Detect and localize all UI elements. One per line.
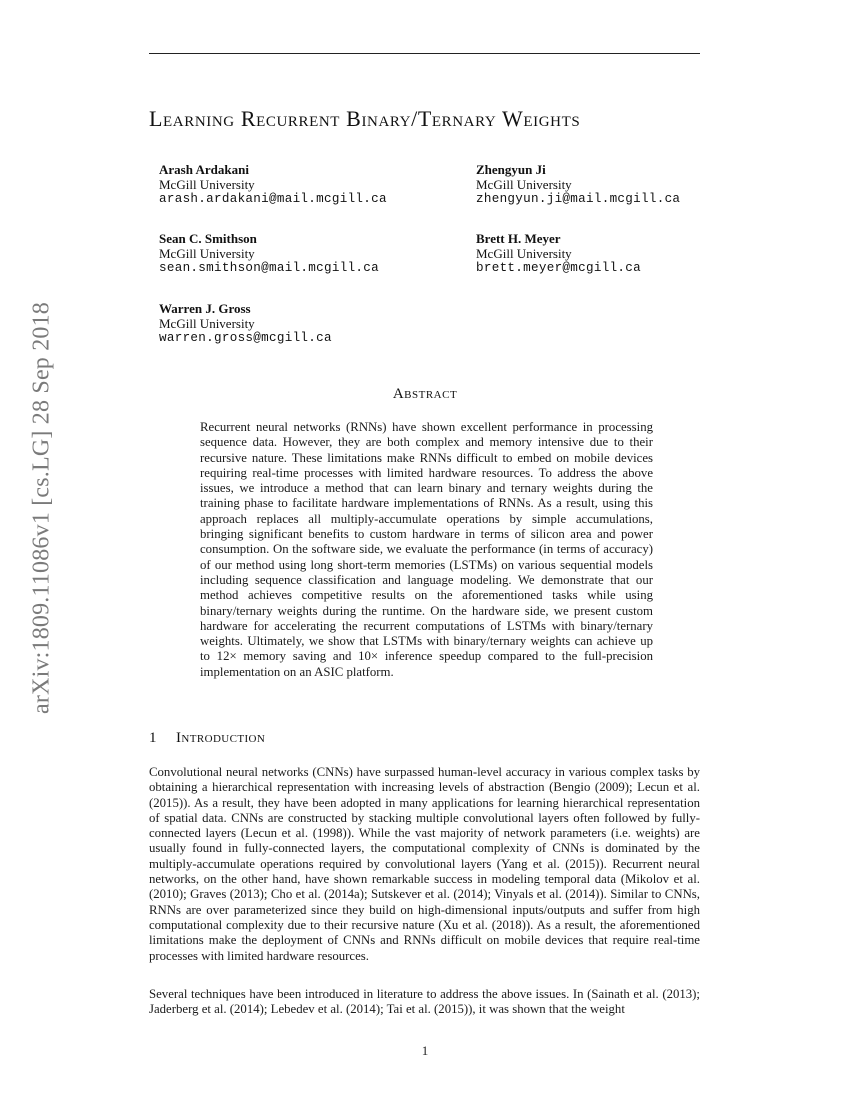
abstract-text: Recurrent neural networks (RNNs) have shown excellent performance in processing sequence data. However, they are both complex and memory intensive due to their recursive nature. These limitations make RNNs difficult to embed on mobile devices requiring real-time processes with limited hardware resources. To address the above issues, we introduce a method that can learn binary and ternary weights during the training phase to facilitate hardware implementations of RNNs. As a result, using this approach replaces all multiply-accumulate operations by simple accumulations, bringing significant benefits to custom hardware in terms of silicon area and power consumption. On the software side, we evaluate the performance (in terms of accuracy) of our method using long short-term memories (LSTMs) on various sequential models including sequence classification and language modeling. We demonstrate that our method achieves competitive results on the aforementioned tasks while using binary/ternary weights during the runtime. On the hardware side, we present custom hardware for accelerating the recurrent computations of LSTMs with binary/ternary weights. Ultimately, we show that LSTMs with binary/ternary weights can achieve up to 12× memory saving and 10× inference speedup compared to the full-precision implementation on an ASIC platform.: [200, 420, 653, 679]
author-name: Zhengyun Ji: [476, 162, 546, 177]
author-name: Sean C. Smithson: [159, 231, 257, 246]
body-paragraph: Several techniques have been introduced in literature to address the above issues. In (Sainath et al. (2013); Jaderberg et al. (2014); Lebedev et al. (2014); Tai et al. (2015)), it was shown that the weight: [149, 987, 700, 1017]
abstract-heading: Abstract: [392, 386, 458, 402]
section-heading: [149, 730, 265, 747]
author-block: [476, 162, 680, 207]
author-block: [159, 301, 332, 346]
section-number: 1: [149, 730, 157, 746]
author-block: [476, 231, 641, 276]
author-email: arash.ardakani@mail.mcgill.ca: [159, 192, 387, 206]
author-name: Arash Ardakani: [159, 162, 249, 177]
author-block: [159, 231, 379, 276]
body-paragraph: Convolutional neural networks (CNNs) have surpassed human-level accuracy in various complex tasks by obtaining a hierarchical representation with increasing levels of abstraction (Bengio (2009); Lecun et al. (2015)). As a result, they have been adopted in many applications for learning hierarchical representation of spatial data. CNNs are constructed by stacking multiple convolutional layers often followed by fully-connected layers (Lecun et al. (1998)). While the vast majority of network parameters (i.e. weights) are usually found in fully-connected layers, the computational complexity of CNNs is dominated by the multiply-accumulate operations required by convolutional layers (Yang et al. (2015)). Recurrent neural networks, on the other hand, have shown remarkable success in modeling temporal data (Mikolov et al. (2010); Graves (2013); Cho et al. (2014a); Sutskever et al. (2014); Vinyals et al. (2014)). Similar to CNNs, RNNs are over parameterized since they build on high-dimensional inputs/outputs and suffer from high computational complexity due to their recursive nature (Xu et al. (2018)). As a result, the aforementioned limitations make the deployment of CNNs and RNNs difficult on mobile devices that require real-time processes with limited hardware resources.: [149, 765, 700, 963]
author-affiliation: McGill University: [159, 246, 255, 261]
author-affiliation: McGill University: [476, 246, 572, 261]
header-rule: [149, 53, 700, 54]
author-email: sean.smithson@mail.mcgill.ca: [159, 261, 380, 275]
author-name: Brett H. Meyer: [476, 231, 561, 246]
author-affiliation: McGill University: [476, 177, 572, 192]
author-affiliation: McGill University: [159, 177, 255, 192]
arxiv-identifier-stamp: arXiv:1809.11086v1 [cs.LG] 28 Sep 2018: [28, 302, 55, 714]
author-email: warren.gross@mcgill.ca: [159, 331, 332, 345]
paper-title: Learning Recurrent Binary/Ternary Weights: [149, 106, 581, 131]
author-email: brett.meyer@mcgill.ca: [476, 261, 642, 275]
author-block: [159, 162, 387, 207]
page-number: 1: [421, 1043, 429, 1058]
section-title: Introduction: [176, 730, 266, 746]
author-affiliation: McGill University: [159, 316, 255, 331]
author-email: zhengyun.ji@mail.mcgill.ca: [476, 192, 681, 206]
author-name: Warren J. Gross: [159, 301, 251, 316]
